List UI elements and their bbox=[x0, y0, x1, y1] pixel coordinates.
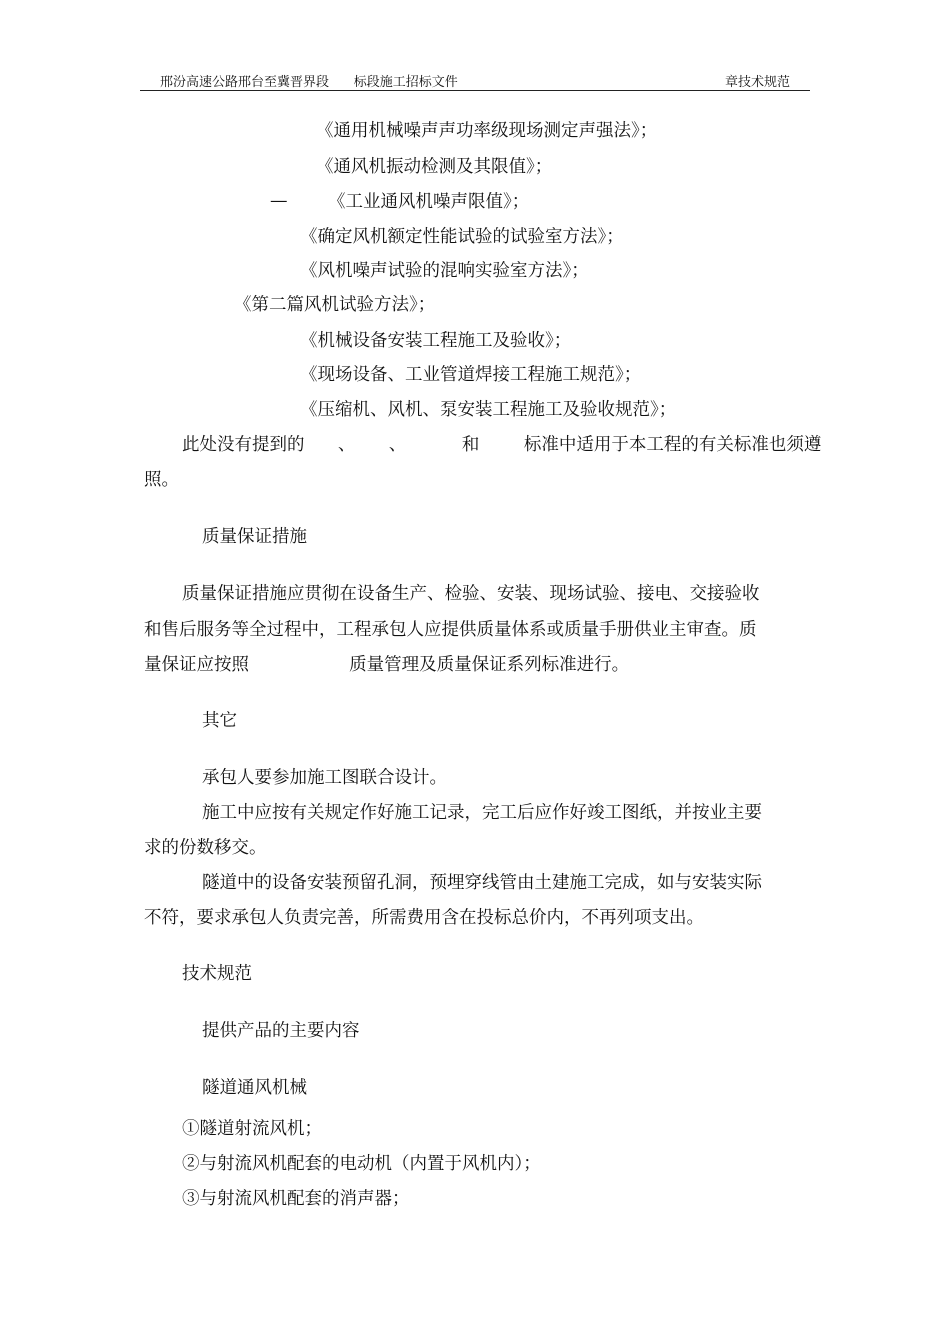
standard-item: 《通风机振动检测及其限值》； bbox=[316, 157, 553, 177]
other-paragraph-line: 求的份数移交。 bbox=[144, 838, 267, 858]
standard-item: 《通用机械噪声声功率级现场测定声强法》； bbox=[316, 121, 658, 141]
other-paragraph-line: 隧道中的设备安装预留孔洞，预埋穿线管由土建施工完成，如与安装实际 bbox=[202, 873, 762, 893]
section-heading-other: 其它 bbox=[202, 711, 237, 731]
standard-item: 《确定风机额定性能试验的试验室方法》； bbox=[300, 227, 624, 247]
list-item: ②与射流风机配套的电动机（内置于风机内）； bbox=[182, 1154, 541, 1174]
quality-paragraph-line: 量保证应按照 质量管理及质量保证系列标准进行。 bbox=[144, 655, 630, 675]
header-doc-title: 邢汾高速公路邢台至冀晋界段 标段施工招标文件 bbox=[160, 75, 458, 90]
note-line: 照。 bbox=[144, 470, 179, 490]
other-paragraph: 承包人要参加施工图联合设计。 bbox=[202, 768, 447, 788]
standard-item: 《现场设备、工业管道焊接工程施工规范》； bbox=[300, 365, 642, 385]
page-header bbox=[140, 70, 810, 91]
list-item: ③与射流风机配套的消声器； bbox=[182, 1189, 410, 1209]
quality-paragraph-line: 质量保证措施应贯彻在设备生产、检验、安装、现场试验、接电、交接验收 bbox=[182, 584, 760, 604]
section-heading-quality: 质量保证措施 bbox=[202, 527, 307, 547]
section-heading-tech: 技术规范 bbox=[182, 964, 252, 984]
list-dash: — bbox=[270, 191, 288, 211]
standard-item: 《机械设备安装工程施工及验收》； bbox=[300, 331, 572, 351]
other-paragraph-line: 施工中应按有关规定作好施工记录，完工后应作好竣工图纸，并按业主要 bbox=[202, 803, 762, 823]
standard-item: 《第二篇风机试验方法》； bbox=[234, 295, 436, 315]
quality-paragraph-line: 和售后服务等全过程中，工程承包人应提供质量体系或质量手册供业主审查。质 bbox=[144, 620, 757, 640]
note-line: 此处没有提到的 、 、 和 标准中适用于本工程的有关标准也须遵 bbox=[182, 435, 822, 455]
standard-item: 《工业通风机噪声限值》； bbox=[328, 192, 530, 212]
header-chapter-title: 章技术规范 bbox=[724, 75, 790, 90]
other-paragraph-line: 不符，要求承包人负责完善，所需费用含在投标总价内，不再列项支出。 bbox=[144, 908, 704, 928]
subsection-heading: 隧道通风机械 bbox=[202, 1078, 307, 1098]
list-item: ①隧道射流风机； bbox=[182, 1119, 322, 1139]
standard-item: 《压缩机、风机、泵安装工程施工及验收规范》； bbox=[300, 400, 677, 420]
standard-item: 《风机噪声试验的混响实验室方法》； bbox=[300, 261, 589, 281]
subsection-heading: 提供产品的主要内容 bbox=[202, 1021, 360, 1041]
